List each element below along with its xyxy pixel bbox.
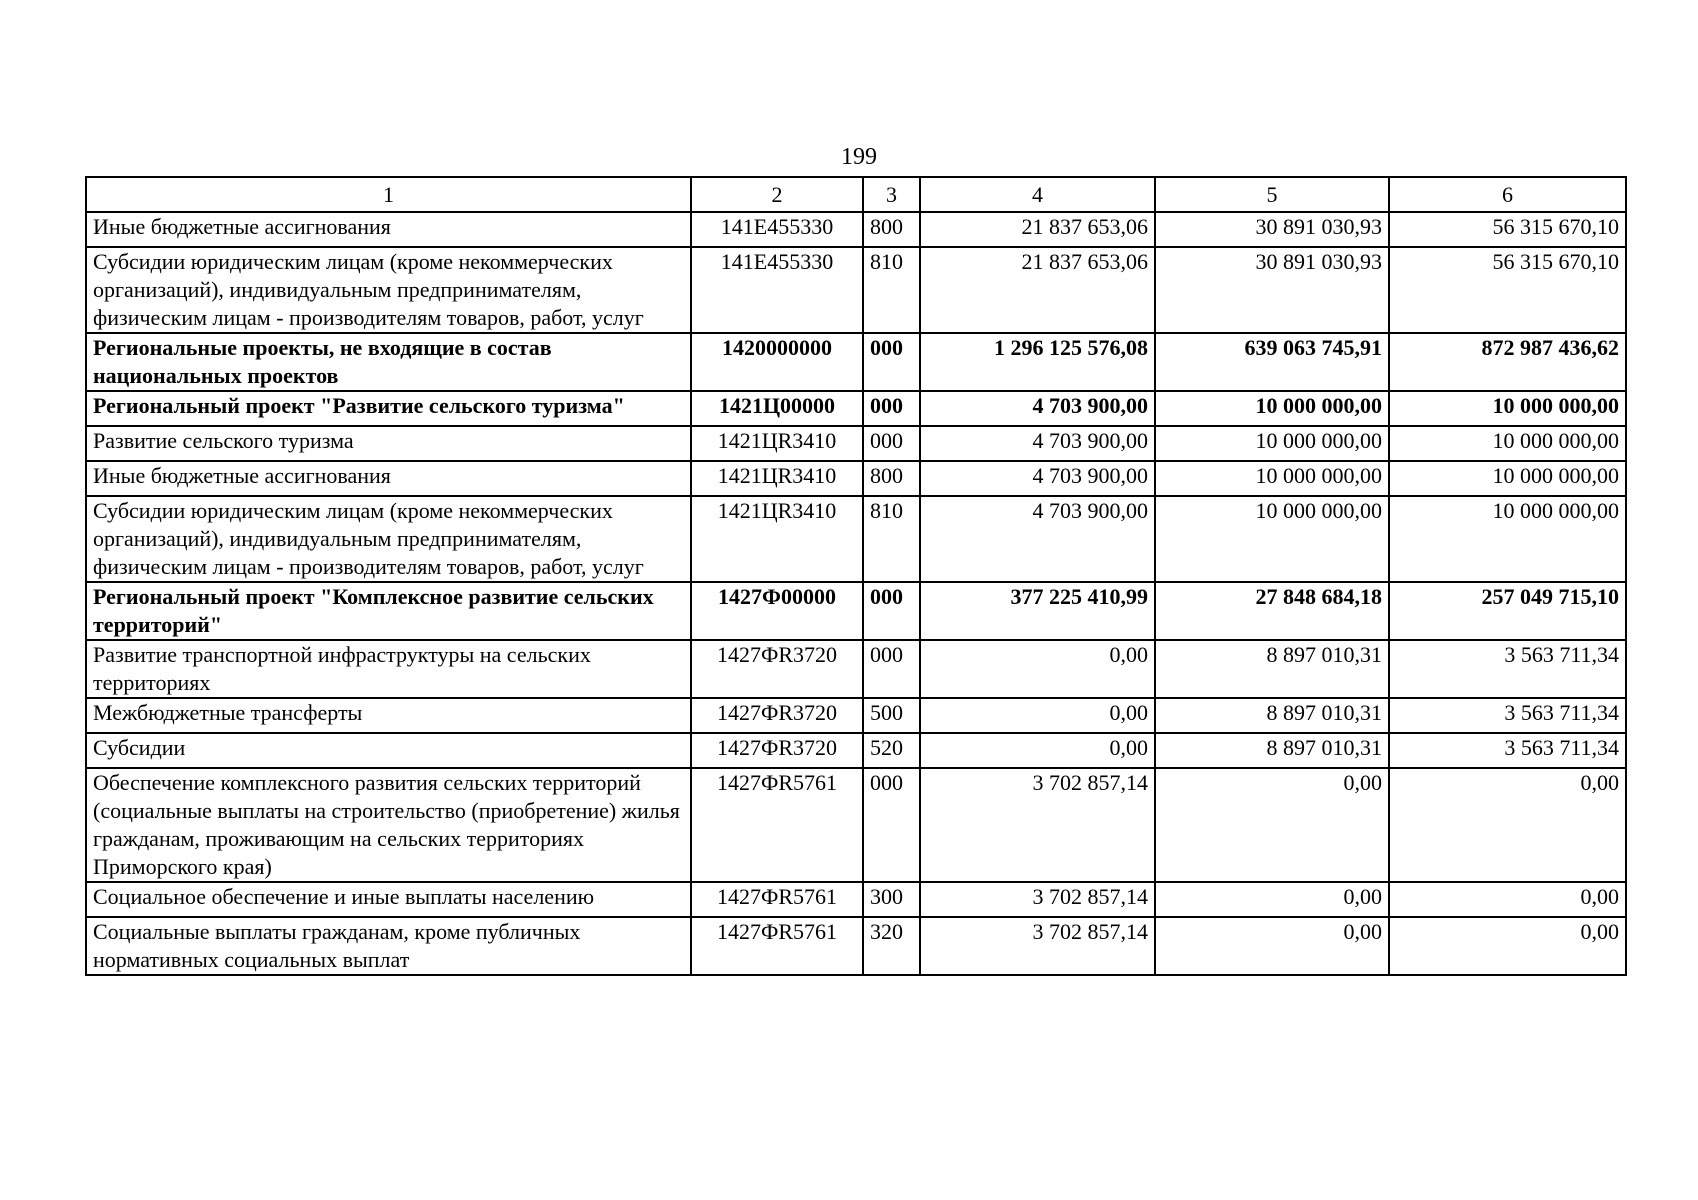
table-row — [86, 582, 1626, 640]
row-value-col6-cell: 10 000 000,00 — [1389, 391, 1626, 426]
row-name-cell: Обеспечение комплексного развития сельских территорий (социальные выплаты на строительство (приобретение) жилья гражданам, проживающим на сельских территориях Приморского края) — [86, 768, 691, 882]
row-value-col5-cell: 30 891 030,93 — [1155, 247, 1389, 333]
row-value-col4-cell: 4 703 900,00 — [920, 426, 1155, 461]
column-header: 4 — [920, 177, 1155, 212]
row-value-col5-cell: 8 897 010,31 — [1155, 698, 1389, 733]
row-code-cell: 1427ФR5761 — [691, 768, 863, 882]
table-row — [86, 768, 1626, 882]
row-expense-type-cell: 810 — [863, 247, 920, 333]
table-row — [86, 212, 1626, 247]
table-row — [86, 733, 1626, 768]
table-row — [86, 247, 1626, 333]
row-value-col6-cell: 872 987 436,62 — [1389, 333, 1626, 391]
row-name-cell: Межбюджетные трансферты — [86, 698, 691, 733]
row-value-col4-cell: 0,00 — [920, 698, 1155, 733]
row-expense-type-cell: 500 — [863, 698, 920, 733]
row-value-col4-cell: 377 225 410,99 — [920, 582, 1155, 640]
row-value-col6-cell: 10 000 000,00 — [1389, 496, 1626, 582]
column-header: 1 — [86, 177, 691, 212]
row-value-col6-cell: 56 315 670,10 — [1389, 247, 1626, 333]
row-code-cell: 1421Ц00000 — [691, 391, 863, 426]
table-row — [86, 882, 1626, 917]
table-row — [86, 391, 1626, 426]
row-code-cell: 1421ЦR3410 — [691, 496, 863, 582]
row-value-col6-cell: 3 563 711,34 — [1389, 640, 1626, 698]
row-expense-type-cell: 320 — [863, 917, 920, 975]
row-value-col6-cell: 0,00 — [1389, 882, 1626, 917]
row-value-col5-cell: 639 063 745,91 — [1155, 333, 1389, 391]
row-value-col5-cell: 27 848 684,18 — [1155, 582, 1389, 640]
row-value-col4-cell: 0,00 — [920, 640, 1155, 698]
row-name-cell: Социальное обеспечение и иные выплаты населению — [86, 882, 691, 917]
row-value-col5-cell: 8 897 010,31 — [1155, 640, 1389, 698]
row-value-col6-cell: 0,00 — [1389, 917, 1626, 975]
row-name-cell: Региональные проекты, не входящие в состав национальных проектов — [86, 333, 691, 391]
row-value-col6-cell: 0,00 — [1389, 768, 1626, 882]
row-expense-type-cell: 300 — [863, 882, 920, 917]
row-code-cell: 1427ФR3720 — [691, 733, 863, 768]
row-code-cell: 141Е455330 — [691, 212, 863, 247]
row-value-col4-cell: 4 703 900,00 — [920, 461, 1155, 496]
row-value-col5-cell: 0,00 — [1155, 768, 1389, 882]
row-expense-type-cell: 520 — [863, 733, 920, 768]
row-name-cell: Региональный проект "Развитие сельского туризма" — [86, 391, 691, 426]
row-value-col6-cell: 10 000 000,00 — [1389, 426, 1626, 461]
row-expense-type-cell: 810 — [863, 496, 920, 582]
row-value-col6-cell: 56 315 670,10 — [1389, 212, 1626, 247]
table-row — [86, 426, 1626, 461]
row-value-col5-cell: 30 891 030,93 — [1155, 212, 1389, 247]
row-name-cell: Социальные выплаты гражданам, кроме публичных нормативных социальных выплат — [86, 917, 691, 975]
row-expense-type-cell: 800 — [863, 212, 920, 247]
row-name-cell: Развитие сельского туризма — [86, 426, 691, 461]
column-header: 2 — [691, 177, 863, 212]
column-header: 5 — [1155, 177, 1389, 212]
row-value-col6-cell: 257 049 715,10 — [1389, 582, 1626, 640]
row-code-cell: 1427Ф00000 — [691, 582, 863, 640]
row-code-cell: 1421ЦR3410 — [691, 461, 863, 496]
table-row — [86, 496, 1626, 582]
row-value-col4-cell: 3 702 857,14 — [920, 768, 1155, 882]
row-value-col5-cell: 10 000 000,00 — [1155, 426, 1389, 461]
row-code-cell: 1421ЦR3410 — [691, 426, 863, 461]
table-row — [86, 917, 1626, 975]
row-value-col4-cell: 1 296 125 576,08 — [920, 333, 1155, 391]
row-expense-type-cell: 000 — [863, 391, 920, 426]
row-value-col6-cell: 3 563 711,34 — [1389, 698, 1626, 733]
column-header: 6 — [1389, 177, 1626, 212]
row-value-col4-cell: 4 703 900,00 — [920, 391, 1155, 426]
row-value-col6-cell: 3 563 711,34 — [1389, 733, 1626, 768]
row-name-cell: Иные бюджетные ассигнования — [86, 461, 691, 496]
row-code-cell: 1420000000 — [691, 333, 863, 391]
row-expense-type-cell: 000 — [863, 640, 920, 698]
table-row — [86, 461, 1626, 496]
row-value-col5-cell: 8 897 010,31 — [1155, 733, 1389, 768]
row-value-col5-cell: 10 000 000,00 — [1155, 496, 1389, 582]
row-expense-type-cell: 000 — [863, 426, 920, 461]
row-code-cell: 141Е455330 — [691, 247, 863, 333]
row-code-cell: 1427ФR3720 — [691, 698, 863, 733]
row-expense-type-cell: 000 — [863, 582, 920, 640]
row-value-col6-cell: 10 000 000,00 — [1389, 461, 1626, 496]
table-row — [86, 640, 1626, 698]
row-code-cell: 1427ФR5761 — [691, 917, 863, 975]
page-number: 199 — [841, 144, 877, 170]
column-header-row — [86, 177, 1626, 212]
row-value-col5-cell: 10 000 000,00 — [1155, 391, 1389, 426]
row-value-col4-cell: 21 837 653,06 — [920, 212, 1155, 247]
row-value-col4-cell: 3 702 857,14 — [920, 917, 1155, 975]
table-row — [86, 698, 1626, 733]
table-row — [86, 333, 1626, 391]
row-name-cell: Субсидии юридическим лицам (кроме некоммерческих организаций), индивидуальным предпринимателям, физическим лицам - производителям товаров, работ, услуг — [86, 247, 691, 333]
column-header: 3 — [863, 177, 920, 212]
row-name-cell: Субсидии — [86, 733, 691, 768]
row-value-col4-cell: 0,00 — [920, 733, 1155, 768]
row-value-col5-cell: 0,00 — [1155, 882, 1389, 917]
row-value-col5-cell: 0,00 — [1155, 917, 1389, 975]
row-code-cell: 1427ФR5761 — [691, 882, 863, 917]
row-name-cell: Развитие транспортной инфраструктуры на сельских территориях — [86, 640, 691, 698]
row-name-cell: Субсидии юридическим лицам (кроме некоммерческих организаций), индивидуальным предпринимателям, физическим лицам - производителям товаров, работ, услуг — [86, 496, 691, 582]
row-expense-type-cell: 800 — [863, 461, 920, 496]
row-value-col4-cell: 21 837 653,06 — [920, 247, 1155, 333]
row-expense-type-cell: 000 — [863, 333, 920, 391]
budget-table — [85, 176, 1627, 976]
row-value-col5-cell: 10 000 000,00 — [1155, 461, 1389, 496]
row-value-col4-cell: 3 702 857,14 — [920, 882, 1155, 917]
row-expense-type-cell: 000 — [863, 768, 920, 882]
row-name-cell: Иные бюджетные ассигнования — [86, 212, 691, 247]
row-name-cell: Региональный проект "Комплексное развитие сельских территорий" — [86, 582, 691, 640]
row-value-col4-cell: 4 703 900,00 — [920, 496, 1155, 582]
row-code-cell: 1427ФR3720 — [691, 640, 863, 698]
